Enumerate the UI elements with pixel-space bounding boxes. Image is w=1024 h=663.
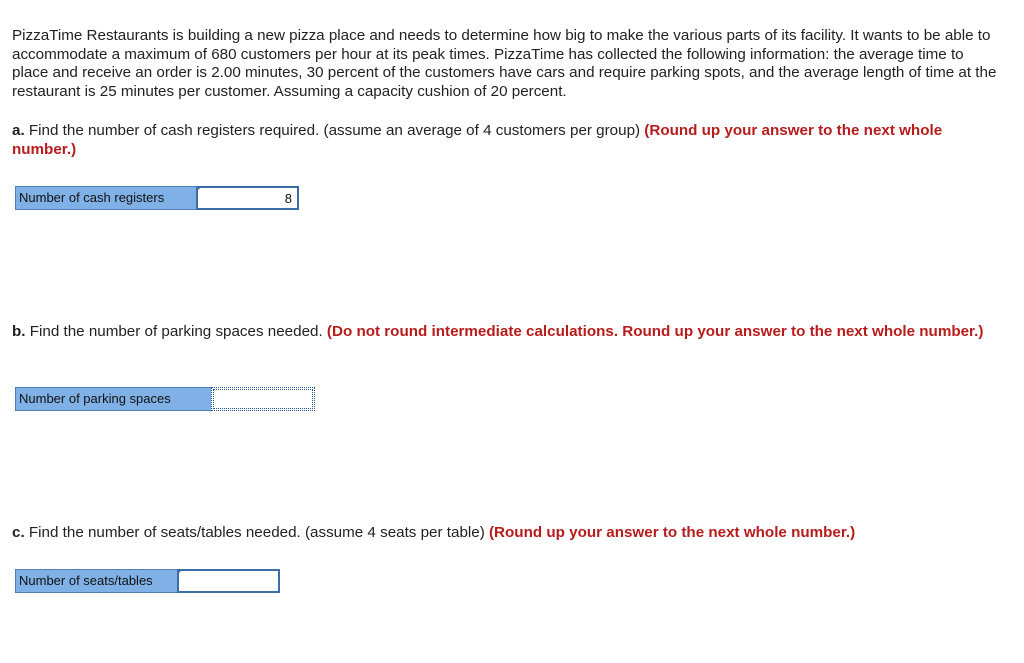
answer-row-cash-registers (15, 186, 299, 210)
question-text: Find the number of cash registers required. (assume an average of 4 customers per group) (24, 122, 645, 139)
question-hint: (Round up your answer to the next whole number.) (489, 524, 856, 541)
question-c (12, 524, 1002, 543)
cash-registers-input[interactable] (196, 186, 299, 210)
answer-label-cash-registers: Number of cash registers (15, 186, 196, 210)
question-hint: (Do not round intermediate calculations. Round up your answer to the next whole number.) (326, 323, 984, 340)
question-hint: (Round up your answer to the next whole number.) (12, 122, 943, 158)
answer-label-parking-spaces: Number of parking spaces (15, 387, 211, 411)
question-text: Find the number of parking spaces needed. (25, 323, 327, 340)
answer-label-seats-tables: Number of seats/tables (15, 569, 177, 593)
question-letter: c. (12, 524, 25, 541)
answer-input-wrapper (211, 387, 315, 411)
question-a (12, 122, 1002, 159)
parking-spaces-input[interactable] (211, 387, 315, 411)
question-b (12, 323, 1002, 342)
question-letter: b. (12, 323, 26, 340)
answer-input-wrapper (196, 186, 299, 210)
answer-row-seats-tables (15, 569, 280, 593)
problem-statement: PizzaTime Restaurants is building a new pizza place and needs to determine how big to make the various parts of its facility. It wants to be able to accommodate a maximum of 680 customers per hour at its peak times. PizzaTime has collected the following information: the average time to place and receive an order is 2.00 minutes, 30 percent of the customers have cars and require parking spots, and the average length of time at the restaurant is 25 minutes per customer. Assuming a capacity cushion of 20 percent. (12, 27, 997, 100)
question-letter: a. (12, 122, 25, 139)
answer-input-wrapper (177, 569, 280, 593)
field-corner-marker (196, 186, 202, 192)
question-text: Find the number of seats/tables needed. (assume 4 seats per table) (24, 524, 489, 541)
field-corner-marker (177, 569, 183, 575)
seats-tables-input[interactable] (177, 569, 280, 593)
answer-row-parking-spaces (15, 387, 315, 411)
